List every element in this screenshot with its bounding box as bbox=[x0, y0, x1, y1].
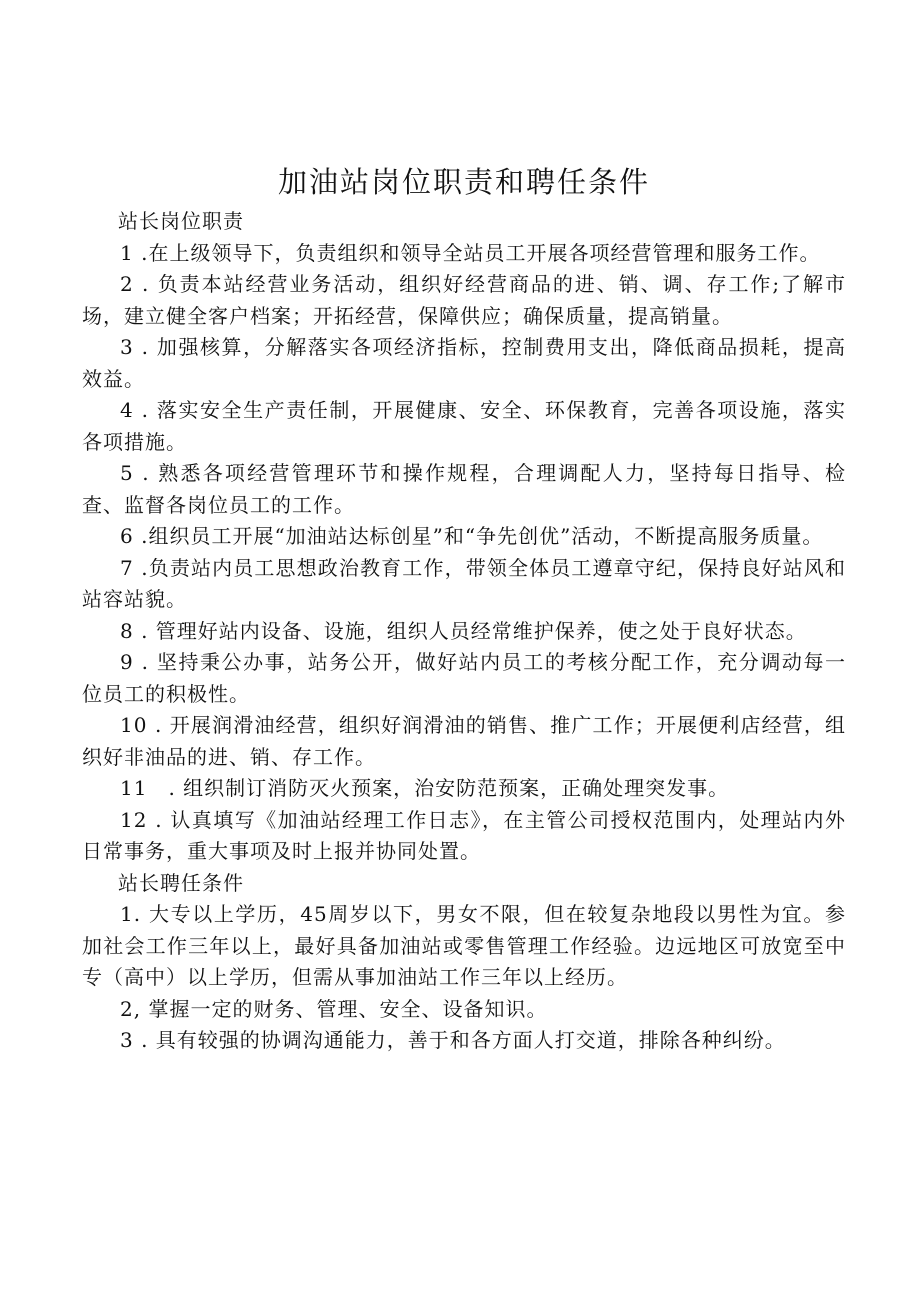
section-duties bbox=[82, 206, 846, 868]
duty-item-2: 2 . 负责本站经营业务活动，组织好经营商品的进、销、调、存工作;了解市场，建立健全客户档案；开拓经营，保障供应；确保质量，提高销量。 bbox=[82, 272, 846, 328]
duty-item-4: 4 . 落实安全生产责任制，开展健康、安全、环保教育，完善各项设施，落实各项措施。 bbox=[82, 398, 846, 454]
qualification-item-2: 2, 掌握一定的财务、管理、安全、设备知识。 bbox=[120, 996, 548, 1021]
document-page bbox=[82, 158, 846, 1057]
qualification-item-3: 3 . 具有较强的协调沟通能力，善于和各方面人打交道，排除各种纠纷。 bbox=[120, 1028, 786, 1052]
qualification-item-1: 1. 大专以上学历，45周岁以下，男女不限，但在较复杂地段以男性为宜。参加社会工作三年以上，最好具备加油站或零售管理工作经验。边远地区可放宽至中专（高中）以上学历，但需从事加油站工作三年以上经历。 bbox=[82, 902, 846, 989]
section-heading-duties: 站长岗位职责 bbox=[118, 209, 244, 233]
duty-item-10: 10 . 开展润滑油经营，组织好润滑油的销售、推广工作；开展便利店经营，组织好非油品的进、销、存工作。 bbox=[82, 713, 846, 769]
duty-item-8: 8 . 管理好站内设备、设施，组织人员经常维护保养，使之处于良好状态。 bbox=[120, 618, 807, 643]
duty-item-12: 12 . 认真填写《加油站经理工作日志》，在主管公司授权范围内，处理站内外日常事务，重大事项及时上报并协同处置。 bbox=[82, 807, 846, 863]
duty-item-9: 9 . 坚持秉公办事，站务公开，做好站内员工的考核分配工作，充分调动每一位员工的积极性。 bbox=[82, 650, 846, 706]
duty-item-5: 5 . 熟悉各项经营管理环节和操作规程，合理调配人力，坚持每日指导、检查、监督各岗位员工的工作。 bbox=[82, 461, 846, 517]
duty-item-7: 7 .负责站内员工思想政治教育工作，带领全体员工遵章守纪，保持良好站风和站容站貌。 bbox=[82, 555, 846, 611]
duty-item-1: 1 .在上级领导下，负责组织和领导全站员工开展各项经营管理和服务工作。 bbox=[120, 240, 821, 265]
section-qualifications bbox=[82, 868, 846, 1057]
duty-item-3: 3 . 加强核算，分解落实各项经济指标，控制费用支出，降低商品损耗，提高效益。 bbox=[82, 335, 846, 391]
section-heading-qualifications: 站长聘任条件 bbox=[118, 870, 244, 895]
document-title: 加油站岗位职责和聘任条件 bbox=[277, 165, 650, 199]
duty-item-11: 11 . 组织制订消防灭火预案，治安防范预案，正确处理突发事。 bbox=[120, 776, 730, 800]
duty-item-6: 6 .组织员工开展“加油站达标创星”和“争先创优”活动，不断提高服务质量。 bbox=[120, 524, 824, 548]
